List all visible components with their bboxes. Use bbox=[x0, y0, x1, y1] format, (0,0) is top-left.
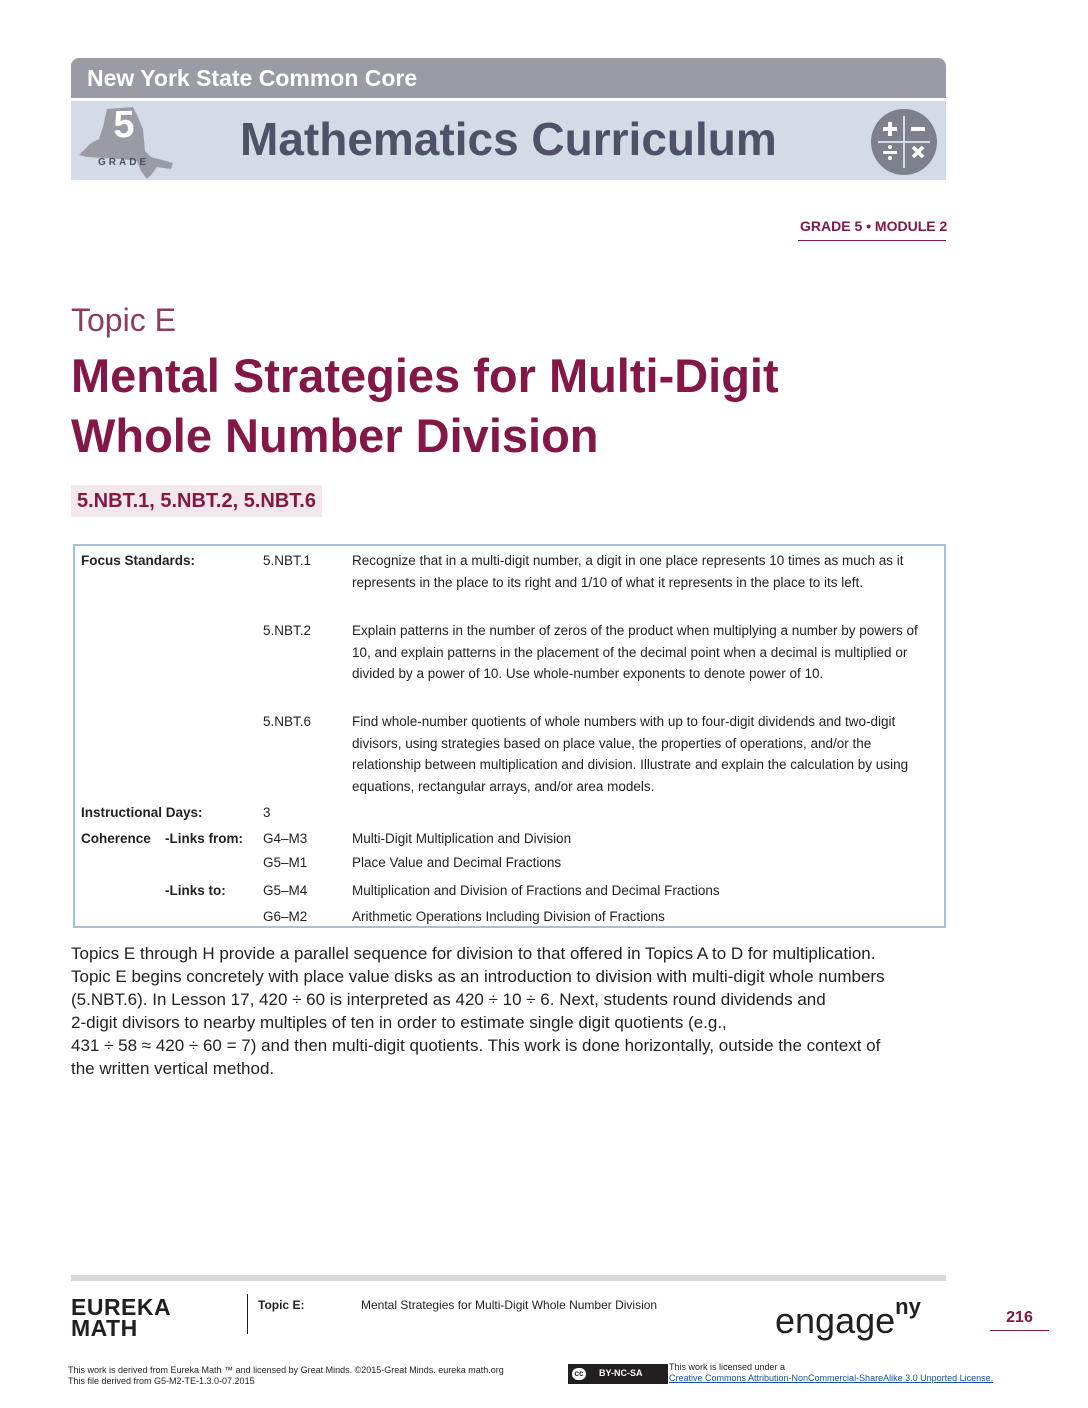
footer-rule bbox=[71, 1275, 946, 1281]
math-operations-icon bbox=[870, 108, 938, 176]
link-description: Multi-Digit Multiplication and Division bbox=[352, 831, 572, 846]
standard-description: Recognize that in a multi-digit number, a digit in one place represents 10 times as much as it represents in the place to its right and 1/10 of what it represents in the place to its left. bbox=[352, 553, 904, 590]
link-code: G5–M4 bbox=[263, 883, 308, 898]
derived-notice bbox=[68, 1365, 504, 1387]
grade-label: GRADE bbox=[98, 157, 150, 168]
topic-title-line-1: Mental Strategies for Multi-Digit bbox=[71, 349, 779, 402]
standard-code: 5.NBT.6 bbox=[263, 714, 312, 729]
standard-description: Explain patterns in the number of zeros of the product when multiplying a number by powers of 10, and explain patterns in the placement of the decimal point when a decimal is multiplied or divided by a power of 10. Use whole-number exponents to denote power of 10. bbox=[352, 623, 918, 681]
engage-sup: ny bbox=[895, 1294, 921, 1319]
topic-title bbox=[71, 346, 971, 466]
footer-topic-title: Mental Strategies for Multi-Digit Whole Number Division bbox=[361, 1298, 658, 1312]
footer-divider bbox=[247, 1294, 248, 1334]
overview-line: Topic E begins concretely with place value disks as an introduction to division with multi-digit whole numbers bbox=[71, 967, 885, 986]
derived-line-1: This work is derived from Eureka Math ™ and licensed by Great Minds. ©2015-Great Minds. eureka math.org bbox=[68, 1365, 504, 1375]
derived-line-2: This file derived from G5-M2-TE-1.3.0-07.2015 bbox=[68, 1376, 255, 1386]
topic-overview bbox=[71, 942, 951, 1080]
focus-standards-label: Focus Standards: bbox=[81, 553, 196, 568]
link-description: Place Value and Decimal Fractions bbox=[352, 855, 562, 870]
license-notice bbox=[669, 1362, 993, 1384]
links-from-label: -Links from: bbox=[165, 831, 244, 846]
instructional-days-label: Instructional Days: bbox=[81, 805, 203, 820]
topic-info-table bbox=[73, 544, 946, 928]
module-rule bbox=[798, 240, 946, 241]
standard-description: Find whole-number quotients of whole numbers with up to four-digit dividends and two-digit divisors, using strategies based on place value, the properties of operations, and/or the relationship between multiplication and division. Illustrate and explain the calculation by using equations, rectangular arrays, and/or area models. bbox=[352, 714, 909, 794]
license-line-1: This work is licensed under a bbox=[669, 1362, 786, 1372]
engageny-logo bbox=[775, 1294, 921, 1342]
topic-title-line-2: Whole Number Division bbox=[71, 409, 599, 462]
instructional-days-value: 3 bbox=[263, 805, 271, 820]
overview-line: Topics E through H provide a parallel sequence for division to that offered in Topics A to D for multiplication. bbox=[71, 944, 876, 963]
grade-number: 5 bbox=[113, 104, 135, 146]
link-description: Multiplication and Division of Fractions and Decimal Fractions bbox=[352, 883, 720, 898]
logo-line-1: EUREKA bbox=[71, 1294, 172, 1320]
standard-code: 5.NBT.2 bbox=[263, 623, 312, 638]
link-code: G5–M1 bbox=[263, 855, 308, 870]
standard-code: 5.NBT.1 bbox=[263, 553, 312, 568]
module-tag: GRADE 5 • MODULE 2 bbox=[800, 218, 948, 234]
standards-list: 5.NBT.1, 5.NBT.2, 5.NBT.6 bbox=[77, 490, 316, 512]
header-banner bbox=[71, 58, 946, 98]
overview-line: 2-digit divisors to nearby multiples of ten in order to estimate single digit quotients (e.g., bbox=[71, 1013, 727, 1032]
engage-text: engage bbox=[775, 1300, 896, 1341]
topic-label: Topic E bbox=[71, 302, 176, 338]
logo-line-2: MATH bbox=[71, 1315, 138, 1341]
link-code: G6–M2 bbox=[263, 909, 308, 924]
overview-line: (5.NBT.6). In Lesson 17, 420 ÷ 60 is interpreted as 420 ÷ 10 ÷ 6. Next, students round dividends and bbox=[71, 990, 826, 1009]
standards-badge bbox=[71, 485, 322, 517]
links-to-label: -Links to: bbox=[165, 883, 226, 898]
page-number-rule bbox=[990, 1330, 1049, 1331]
link-description: Arithmetic Operations Including Division of Fractions bbox=[352, 909, 665, 924]
banner-text: New York State Common Core bbox=[87, 65, 418, 91]
cc-license-badge bbox=[568, 1364, 668, 1384]
overview-line: 431 ÷ 58 ≈ 420 ÷ 60 = 7) and then multi-digit quotients. This work is done horizontally, outside the context of bbox=[71, 1036, 881, 1055]
cc-badge-text: BY-NC-SA bbox=[599, 1368, 643, 1378]
coherence-label: Coherence bbox=[81, 831, 151, 846]
cc-icon: cc bbox=[572, 1368, 586, 1380]
license-link[interactable]: Creative Commons Attribution-NonCommercial-ShareAlike 3.0 Unported License. bbox=[669, 1373, 994, 1383]
link-code: G4–M3 bbox=[263, 831, 308, 846]
curriculum-title: Mathematics Curriculum bbox=[240, 113, 777, 165]
overview-line: the written vertical method. bbox=[71, 1059, 275, 1078]
footer-topic-label: Topic E: bbox=[258, 1298, 305, 1312]
eureka-math-logo bbox=[71, 1294, 172, 1341]
page-number: 216 bbox=[1006, 1309, 1033, 1326]
